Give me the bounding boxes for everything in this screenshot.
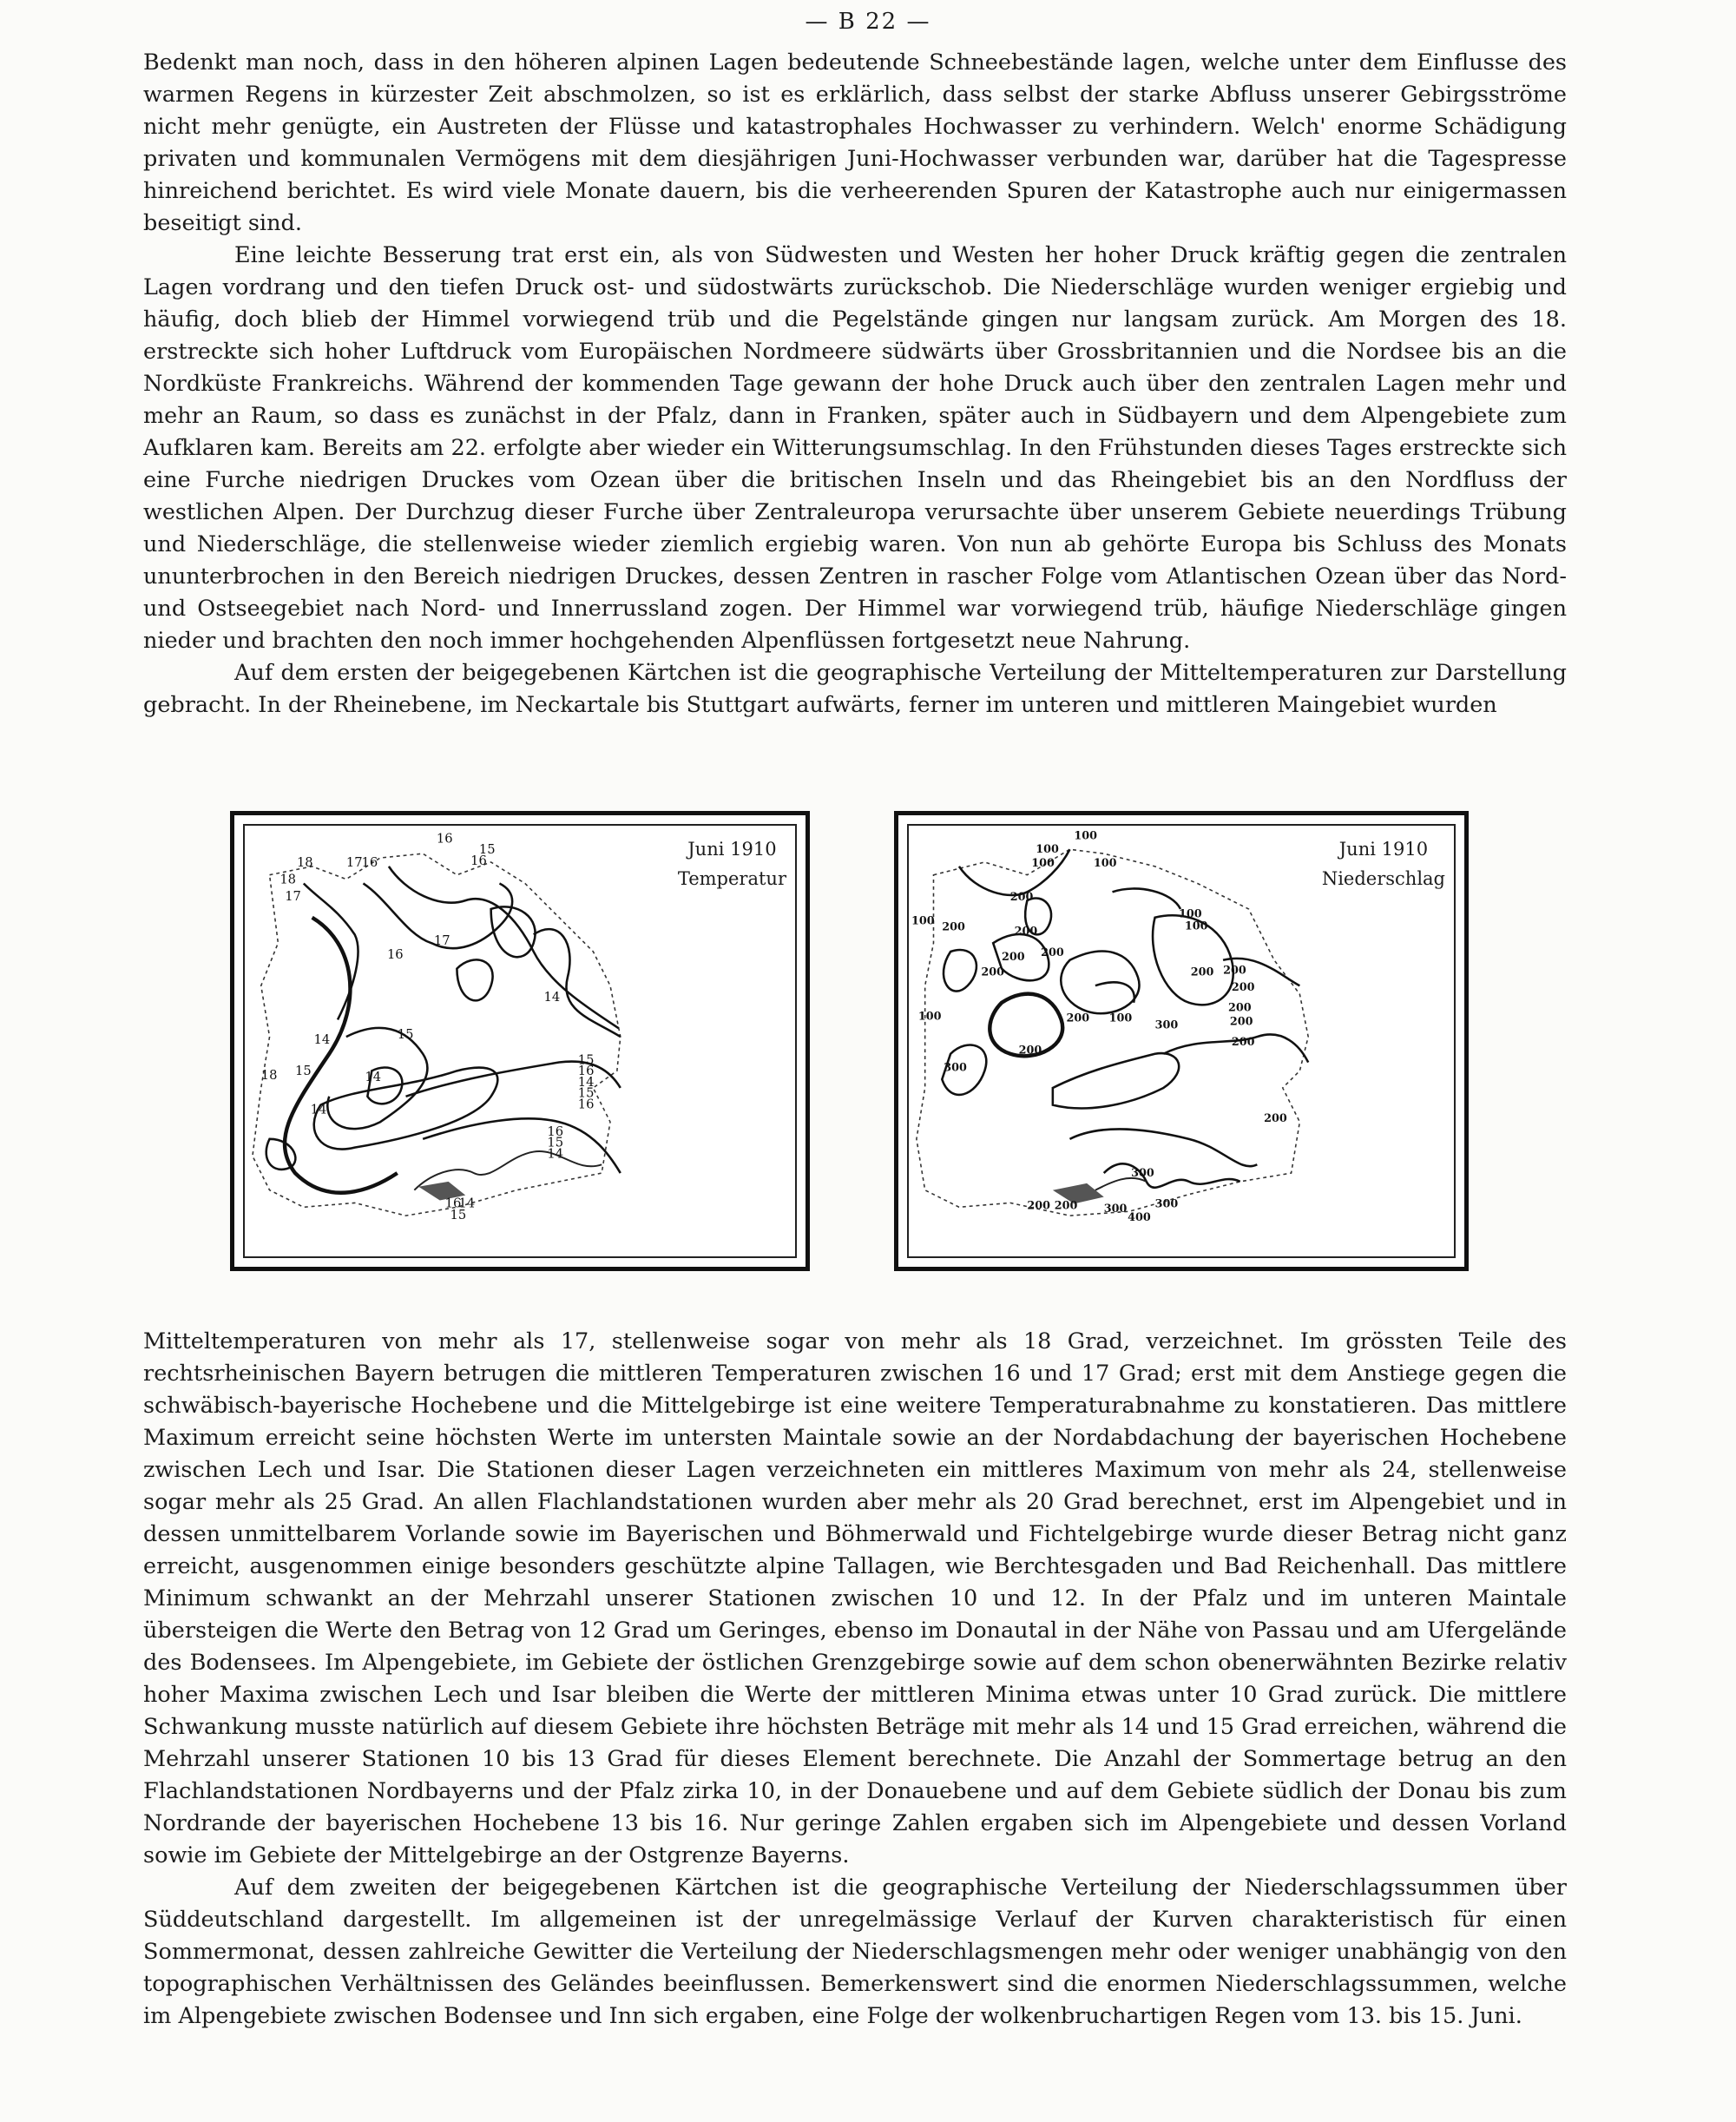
isotherm-label: 18 xyxy=(279,872,297,887)
map-title xyxy=(1322,834,1445,893)
isotherm-label: 15 xyxy=(577,1085,595,1101)
isohyet-label: 300 xyxy=(1131,1167,1154,1180)
isohyet-label: 200 xyxy=(981,965,1005,979)
text-block-top xyxy=(143,47,1567,722)
isotherm-label: 15 xyxy=(397,1027,414,1043)
isohyet-label: 300 xyxy=(1154,1018,1179,1032)
paragraph: Mitteltemperaturen von mehr als 17, stellenweise sogar von mehr als 18 Grad, verzeichnet. Im grössten Teile des rechtsrheinischen Bayern betrugen die mittleren Temperaturen zwischen 16 und 17 Grad; erst mit dem Anstiege gegen die schwäbisch-bayerische Hochebene und die Mittelgebirge ist eine weitere Temperaturabnahme zu konstatieren. Das mittlere Maximum erreicht seine höchsten Werte im untersten Maintale sowie an der Nordabdachung der bayerischen Hochebene zwischen Lech und Isar. Die Stationen dieser Lagen verzeichneten ein mittleres Maximum von mehr als 24, stellenweise sogar mehr als 25 Grad. An allen Flachlandstationen wurden aber mehr als 20 Grad berechnet, erst im Alpengebiet und in dessen unmittelbarem Vorlande sowie im Bayerischen und Böhmerwald und Fichtelgebirge wurde dieser Betrag nicht ganz erreicht, ausgenommen einige besonders geschützte alpine Tallagen, wie Berchtesgaden und Bad Reichenhall. Das mittlere Minimum schwankt an der Mehrzahl unserer Stationen zwischen 10 und 12. In der Pfalz und im unteren Maintale übersteigen die Werte den Betrag von 12 Grad um Geringes, ebenso im Donautal in der Nähe von Passau und am Ufergelände des Bodensees. Im Alpengebiete, im Gebiete der östlichen Grenzgebirge sowie auf dem schon obenerwähnten Bezirke relativ hoher Maxima zwischen Lech und Isar bleiben die Werte der mittleren Minima etwas unter 10 Grad zurück. Die mittlere Schwankung musste natürlich auf diesem Gebiete ihre höchsten Beträge mit mehr als 14 und 15 Grad erreichen, während die Mehrzahl unserer Stationen 10 bis 13 Grad für dieses Element berechnete. Die Anzahl der Sommertage betrug an den Flachlandstationen Nordbayerns und der Pfalz zirka 10, in der Donauebene und auf dem Gebiete südlich der Donau bis zum Nordrande der bayerischen Hochebene 13 bis 16. Nur geringe Zahlen ergaben sich im Alpengebiete und dessen Vorland sowie im Gebiete der Mittelgebirge an der Ostgrenze Bayerns. xyxy=(143,1328,1567,1868)
page-number: — B 22 — xyxy=(805,9,931,35)
isotherm-label: 16 xyxy=(436,831,453,847)
map-title-date: Juni 1910 xyxy=(687,839,777,860)
isotherm-label: 17 xyxy=(285,889,301,905)
temperature-map xyxy=(230,811,810,1271)
isohyet-label: 200 xyxy=(1231,981,1255,995)
paragraph: Auf dem ersten der beigegebenen Kärtchen ist die geographische Verteilung der Mitteltemperaturen zur Darstellung gebracht. In der Rheinebene, im Neckartale bis Stuttgart aufwärts, ferner im unteren und mittleren Maingebiet wurden xyxy=(143,660,1567,718)
isotherm-label: 16 xyxy=(577,1064,595,1079)
isotherm-label: 16 xyxy=(577,1097,595,1112)
isohyet-label: 100 xyxy=(1108,1012,1133,1025)
isohyet-label: 200 xyxy=(1018,1044,1042,1058)
isotherm-label: 18 xyxy=(296,854,313,870)
isohyet-label: 100 xyxy=(917,1010,942,1024)
isotherm-label: 16 xyxy=(444,1196,462,1211)
isohyet-label: 300 xyxy=(944,1061,967,1075)
isohyet-label: 300 xyxy=(1103,1203,1128,1216)
isotherm-label: 18 xyxy=(260,1068,278,1084)
isotherm-label: 14 xyxy=(543,989,561,1005)
isotherm-label: 15 xyxy=(450,1208,467,1223)
isohyet-label: 200 xyxy=(1264,1112,1287,1126)
isotherm-label: 14 xyxy=(577,1075,595,1090)
isohyet-label: 200 xyxy=(1229,1015,1253,1029)
isotherm-label: 14 xyxy=(365,1070,382,1085)
isohyet-label: 100 xyxy=(1074,829,1098,843)
isohyet-label: 200 xyxy=(1027,1199,1051,1213)
isohyet-label: 100 xyxy=(1036,843,1059,857)
isohyet-label: 100 xyxy=(1179,907,1202,921)
map-title-element: Niederschlag xyxy=(1321,868,1445,889)
isotherm-label: 14 xyxy=(313,1031,331,1047)
paragraph: Eine leichte Besserung trat erst ein, als von Südwesten und Westen her hoher Druck kräftig gegen die zentralen Lagen vordrang und den tiefen Druck ost- und südostwärts zurückschob. Die Niederschläge wurden weniger ergiebig und häufig, doch blieb der Himmel vorwiegend trüb und die Pegelstände gingen nur langsam zurück. Am Morgen des 18. erstreckte sich hoher Luftdruck vom Europäischen Nordmeere südwärts über Grossbritannien und die Nordsee bis an die Nordküste Frankreichs. Während der kommenden Tage gewann der hohe Druck auch über den zentralen Lagen mehr und mehr an Raum, so dass es zunächst in der Pfalz, dann in Franken, später auch in Südbayern und dem Alpengebiete zum Aufklaren kam. Bereits am 22. erfolgte aber wieder ein Witterungsumschlag. In den Frühstunden dieses Tages erstreckte sich eine Furche niedrigen Druckes vom Ozean über die britischen Inseln und das Rheingebiet bis an den Nordfluss der westlichen Alpen. Der Durchzug dieser Furche über Zentraleuropa verursachte über unserem Gebiete neuerdings Trübung und Niederschläge, die stellenweise wieder ziemlich ergiebig waren. Von nun ab gehörte Europa bis Schluss des Monats ununterbrochen in den Bereich niedrigen Druckes, dessen Zentren in rascher Folge vom Atlantischen Ozean über das Nord- und Ostseegebiet nach Nord- und Innerrussland zogen. Der Himmel war vorwiegend trüb, häufige Niederschläge gingen nieder und brachten den noch immer hochgehenden Alpenflüssen fortgesetzt neue Nahrung. xyxy=(143,242,1567,654)
isotherm-label: 17 xyxy=(433,933,450,949)
isohyet-label: 100 xyxy=(911,914,935,928)
map-title-date: Juni 1910 xyxy=(1338,839,1429,860)
isohyet-label: 200 xyxy=(1190,965,1214,979)
map-title-element: Temperatur xyxy=(677,868,786,889)
isohyet-label: 200 xyxy=(1054,1199,1078,1213)
isotherm-label: 16 xyxy=(386,946,404,962)
precipitation-map xyxy=(894,811,1469,1271)
isotherm-label: 15 xyxy=(577,1052,595,1068)
isotherm-label: 16 xyxy=(361,854,378,870)
isotherm-label: 14 xyxy=(458,1196,476,1211)
isotherm-label: 15 xyxy=(478,842,496,858)
map-title xyxy=(678,834,786,893)
isotherm-label: 17 xyxy=(345,854,363,870)
isohyet-label: 200 xyxy=(1231,1035,1255,1049)
isotherm-label: 14 xyxy=(310,1102,327,1117)
isohyet-label: 200 xyxy=(1009,891,1034,905)
text-block-bottom xyxy=(143,1326,1567,2033)
isohyet-label: 100 xyxy=(1031,856,1055,870)
isohyet-label: 200 xyxy=(942,920,965,934)
isohyet-label: 200 xyxy=(1066,1012,1090,1025)
isohyet-label: 400 xyxy=(1128,1211,1151,1225)
paragraph: Bedenkt man noch, dass in den höheren alpinen Lagen bedeutende Schneebestände lagen, welche unter dem Einflusse des warmen Regens in kürzester Zeit abschmolzen, so ist es erklärlich, dass selbst der starke Abfluss unserer Gebirgsströme nicht mehr genügte, ein Austreten der Flüsse und katastrophales Hochwasser zu verhindern. Welch' enorme Schädigung privaten und kommunalen Vermögens mit dem diesjährigen Juni-Hochwasser verbunden war, darüber hat die Tagespresse hinreichend berichtet. Es wird viele Monate dauern, bis die verheerenden Spuren der Katastrophe auch nur einigermassen beseitigt sind. xyxy=(143,49,1567,236)
paragraph: Auf dem zweiten der beigegebenen Kärtchen ist die geographische Verteilung der Niederschlagssummen über Süddeutschland dargestellt. Im allgemeinen ist der unregelmässige Verlauf der Kurven charakteristisch für einen Sommermonat, dessen zahlreiche Gewitter die Verteilung der Niederschlagsmengen mehr oder weniger unabhängig von den topographischen Verhältnissen des Geländes beeinflussen. Bemerkenswert sind die enormen Niederschlagssummen, welche im Alpengebiete zwischen Bodensee und Inn sich ergaben, eine Folge der wolkenbruchartigen Regen vom 13. bis 15. Juni. xyxy=(143,1875,1567,2029)
isohyet-label: 200 xyxy=(1041,946,1064,959)
isohyet-label: 100 xyxy=(1093,856,1117,870)
isotherm-label: 16 xyxy=(470,853,487,868)
isohyet-label: 200 xyxy=(1001,950,1025,964)
isotherm-label: 14 xyxy=(547,1146,564,1162)
isohyet-label: 200 xyxy=(1227,1001,1252,1015)
isotherm-label: 16 xyxy=(547,1124,564,1139)
isotherm-label: 15 xyxy=(294,1064,312,1079)
isotherm-label: 15 xyxy=(547,1135,564,1150)
isohyet-label: 100 xyxy=(1184,919,1208,933)
isohyet-label: 200 xyxy=(1223,964,1246,978)
isohyet-label: 200 xyxy=(1014,925,1038,939)
isohyet-label: 300 xyxy=(1154,1197,1179,1211)
